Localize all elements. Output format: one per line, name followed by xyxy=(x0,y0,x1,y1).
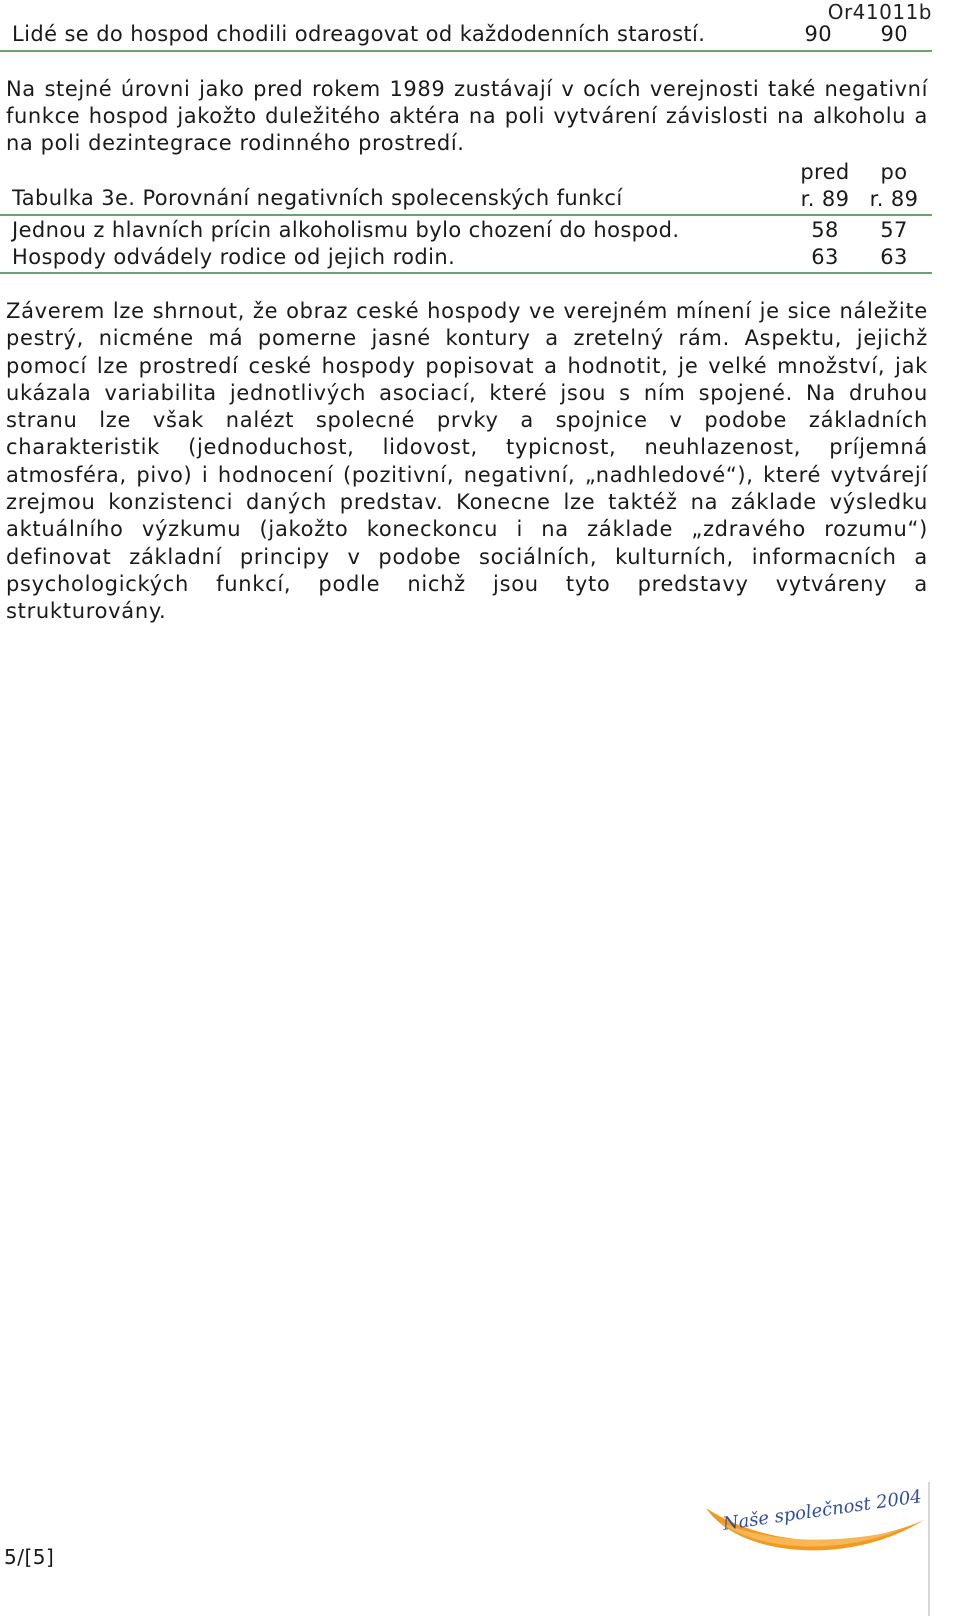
table-caption: Tabulka 3e. Porovnání negativních spolecenských funkcí xyxy=(12,186,623,210)
row-value-before: 58 xyxy=(811,218,839,242)
page-edge-line xyxy=(928,1482,930,1616)
table-row xyxy=(0,243,932,270)
column-before-header-line2: r. 89 xyxy=(800,187,850,211)
top-table-row xyxy=(0,20,932,52)
row-text: Hospody odvádely rodice od jejich rodin. xyxy=(12,245,456,269)
page-number: 5/[5] xyxy=(4,1545,55,1569)
column-after-header-line2: r. 89 xyxy=(869,187,919,211)
paragraph-2: Záverem lze shrnout, že obraz ceské hospody ve verejném mínení je sice náležite pestrý, nicméne má pomerne jasné kontury a zretelný rám. Aspektu, jejichž pomocí lze prostredí ceské hospody popisovat a hodnotit, je velké množství, jak ukázala variabilita jednotlivých asociací, které jsou s ním spojené. Na druhou stranu lze však nalézt spolecné prvky a spojnice v podobe základních charakteristik (jednoduchost, lidovost, typicnost, neuhlazenost, príjemná atmosféra, pivo) i hodnocení (pozitivní, negativní, „nadhledové“), které vytvárejí zrejmou konzistenci daných predstav. Konecne lze taktéž na základe výsledku aktuálního výzkumu (jakožto koneckoncu i na základe „zdravého rozumu“) definovat základní principy v podobe sociálních, kulturních, informacních a psychologických funkcí, podle nichž jsou tyto predstavy vytváreny a strukturovány. xyxy=(6,299,928,624)
row-value-after: 90 xyxy=(880,22,908,46)
survey-logo xyxy=(700,1478,932,1562)
row-value-before: 90 xyxy=(804,22,832,46)
row-label: Lidé se do hospod chodili odreagovat od každodenních starostí. xyxy=(12,22,706,46)
table-row xyxy=(0,216,932,243)
table-header xyxy=(0,158,932,216)
column-after-header-line1: po xyxy=(880,160,908,184)
column-before-header-line1: pred xyxy=(800,160,850,184)
paragraph-1: Na stejné úrovni jako pred rokem 1989 zustávají v ocích verejnosti také negativní funkce hospod jakožto duležitého aktéra na poli vytvárení závislosti na alkoholu a na poli dezintegrace rodinného prostredí. xyxy=(6,77,928,155)
row-value-after: 63 xyxy=(880,245,908,269)
row-value-after: 57 xyxy=(880,218,908,242)
row-value-before: 63 xyxy=(811,245,839,269)
logo-text: Naše společnost 2004 xyxy=(721,1486,924,1535)
table-body xyxy=(0,216,932,274)
row-text: Jednou z hlavních prícin alkoholismu bylo chození do hospod. xyxy=(12,218,680,242)
document-code: Or41011b xyxy=(827,0,932,24)
comparison-table xyxy=(0,158,932,274)
